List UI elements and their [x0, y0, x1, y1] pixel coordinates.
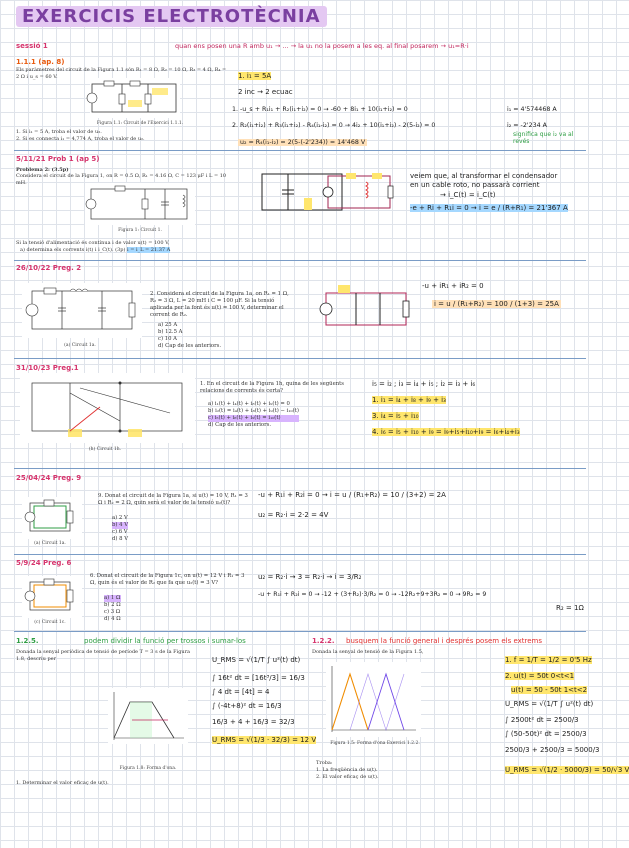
section-tag: 5/11/21 Prob 1 (ap 5) — [16, 155, 100, 163]
handwritten-line: → i_C(t) = i_C(t) — [440, 191, 496, 199]
section-tag: 31/10/23 Preg.1 — [16, 364, 79, 372]
circuit-figure — [22, 576, 82, 618]
handwritten-line: u(t) = 50 - 50t 1<t<2 — [511, 686, 588, 694]
handdrawn-circuit — [318, 283, 418, 335]
answer-box: i = i_L = 21.37 A — [127, 247, 171, 253]
handwritten-line: 4. i₆ = i₅ + i₁₀ + i₉ = i₉+i₅+i₁₀+i₉ = i₆+i₄+i₃ — [372, 428, 520, 436]
handwritten-line: 2500/3 + 2500/3 = 5000/3 — [505, 746, 600, 754]
handwritten-line: -u + R₁i + R₂i = 0 → -12 + (3+R₂)·3/R₂ = 0 → -12R₂+9+3R₂ = 0 → 9R₂ = 9 — [258, 591, 487, 598]
divider — [14, 260, 586, 261]
figure-caption: (h) Circuit 1h. — [88, 447, 122, 452]
question-1: 1. Si i₁ = 5 A, troba el valor de u₂. — [16, 129, 102, 135]
option-b[interactable]: b) 12.5 A — [158, 329, 183, 336]
divider — [14, 468, 586, 469]
option-a[interactable]: a) 25 A — [158, 322, 178, 328]
handwritten-note: quan ens posen una R amb u₁ → ... → la u₁ no la posem a les eq. al final posarem → u₁=R·i — [175, 42, 469, 50]
handwritten-line: ∫ 4 dt = [4t] = 4 — [212, 688, 270, 696]
handwritten-line: ∫ 2500t² dt = 2500/3 — [505, 716, 579, 724]
handwritten-result: R₂ = 1Ω — [556, 604, 584, 612]
handwritten-result: i = u / (R₁+R₂) = 100 / (1+3) = 25A — [434, 300, 559, 308]
option-c[interactable]: c) i₅(t) + i₆(t) + i₉(t) = i₁₀(t) — [208, 415, 299, 422]
figure-caption: (a) Circuit 1a. — [34, 541, 66, 546]
exercise-statement: Els paràmetres del circuit de la Figura 1.1 són R₁ = 8 Ω, R₂ = 10 Ω, R₃ = 4 Ω, R₄ = 2 Ω i u_s = 60 V. — [16, 67, 227, 80]
handwritten-line: ∫ 16t² dt = [16t³/3] = 16/3 — [212, 674, 305, 682]
figure-caption: (a) Circuit 1a. — [64, 343, 96, 348]
waveform-plot — [326, 662, 421, 737]
questions-title: Troba: — [316, 760, 333, 766]
question-statement: 9. Donat el circuit de la Figura 1a, si u(t) = 10 V, R₁ = 3 Ω i R₂ = 2 Ω, quin serà el valor de la tensió u₂(t)? — [98, 493, 248, 507]
divider — [14, 631, 586, 632]
section-tag: 25/04/24 Preg. 9 — [16, 474, 82, 482]
handwritten-line: veiem que, al transformar el condensador — [410, 172, 558, 180]
question-statement: 1. En el circuit de la Figura 1h, quina de les següents relacions de corrents és certa? — [200, 381, 344, 395]
handwritten-line: u₂ = R₄(i₁-i₂) = 2(5-(-2'234)) = 14'468 V — [240, 139, 366, 146]
handwritten-line: u₂ = R₂·i = 2·2 = 4V — [258, 511, 329, 519]
handwritten-line: -u + iR₁ + iR₂ = 0 — [422, 282, 484, 290]
handwritten-note: busquem la funció general i després posem els extrems — [346, 637, 543, 645]
question-1: 1. La freqüència de u(t). — [316, 767, 378, 773]
option-c[interactable]: c) 3 Ω — [104, 609, 121, 616]
handdrawn-circuit — [320, 170, 400, 216]
handwritten-line: 1. -u_s + R₁i₁ + R₂(i₁+i₂) = 0 → -60 + 8i₁ + 10(i₁+i₂) = 0 — [232, 106, 408, 113]
answer-options — [208, 401, 299, 430]
divider — [14, 358, 586, 359]
option-a[interactable]: a) 1 Ω — [104, 595, 121, 601]
option-c[interactable]: c) 6 V — [112, 529, 128, 536]
option-b[interactable]: b) i₂(t) = i₄(t) + i₈(t) + i₉(t) − i₁₀(t) — [208, 408, 299, 415]
exercise-tag: 1.2.2. — [312, 637, 335, 645]
option-d[interactable]: d) Cap de les anteriors. — [208, 422, 272, 429]
question-statement: 2. Considera el circuit de la Figura 1a, on R₁ = 1 Ω, R₂ = 3 Ω, L = 20 mH i C = 100 μF. Si la tensió aplicada per la font és u(t) = 100 V, determinar el corrent de R₂. — [150, 291, 289, 319]
handwritten-line: 2 inc → 2 ecuac — [238, 88, 293, 96]
option-b[interactable]: b) 4 V — [112, 522, 129, 529]
page-title: EXERCICIS ELECTROTÈCNIA — [16, 6, 327, 27]
handwritten-line: 2. R₂(i₁+i₂) + R₃(i₁+i₂) - R₄(i₁-i₂) = 0 → 4i₂ + 10(i₁+i₂) - 2(5-i₂) = 0 — [232, 122, 436, 129]
option-d[interactable]: d) Cap de les anteriors. — [158, 343, 222, 350]
circuit-figure — [20, 373, 195, 443]
handwritten-line: i₅ = i₂ ; i₃ = i₄ + i₅ ; i₂ = i₃ + i₆ — [372, 380, 476, 388]
handwritten-line: 1. f = 1/T = 1/2 = 0'5 Hz — [505, 656, 592, 664]
handwritten-note: podem dividir la funció per trossos i sumar-los — [84, 637, 246, 645]
divider — [14, 150, 586, 151]
handwritten-note: significa que i₂ va al revés — [513, 131, 574, 145]
waveform-plot — [108, 688, 188, 744]
figure-caption: Figura 1.1: Circuit de l'Exercici 1.1.1. — [96, 121, 184, 126]
figure-caption: (c) Circuit 1c. — [34, 620, 66, 625]
circuit-figure — [90, 78, 180, 118]
section-tag: sessió 1 — [16, 42, 48, 50]
figure-caption: Figura 1: Circuit 1. — [118, 228, 162, 233]
option-a[interactable]: a) i₁(t) + i₄(t) + i₈(t) + i₉(t) = 0 — [208, 401, 290, 407]
problem-title: Problema 2: (3.5p) — [16, 167, 69, 173]
handwritten-result: U_RMS = √(1/3 · 32/3) = 12 V — [212, 736, 317, 744]
handwritten-result: i₂ = -2'234 A — [507, 122, 547, 129]
answer-options — [104, 595, 121, 624]
problem-statement: Considera el circuit de la Figura 1, on R = 0.5 Ω, R₁ = 4.16 Ω, C = 123 μF i L = 10 mH. — [16, 173, 227, 186]
option-a[interactable]: a) 2 V — [112, 515, 128, 521]
handwritten-line: en un cable roto, no passarà corrient — [410, 181, 540, 189]
handwritten-line: 2. u(t) = 50t 0<t<1 — [505, 672, 575, 680]
circuit-figure — [22, 497, 82, 539]
section-tag: 5/9/24 Preg. 6 — [16, 559, 72, 567]
handwritten-result: -e + Ri + R₁i = 0 → i = e / (R+R₁) = 21'367 A — [410, 204, 568, 212]
handwritten-line: 1. i₁ = 5A — [238, 72, 272, 80]
problem-subquestion: a) determina els corrents i(t) i i_C(t). (3p) i = i_L = 21.37 A — [20, 247, 171, 253]
circuit-figure — [85, 183, 195, 225]
handwritten-line: -u + R₁i + R₂i = 0 → i = u / (R₁+R₂) = 10 / (3+2) = 2A — [258, 491, 446, 499]
problem-question: Si la tensió d'alimentació és contínua i de valor u(t) = 100 V, — [16, 240, 170, 246]
option-c[interactable]: c) 10 A — [158, 336, 177, 343]
exercise-tag: 1.2.5. — [16, 637, 39, 645]
divider — [14, 554, 586, 555]
option-d[interactable]: d) 8 V — [112, 536, 129, 543]
figure-caption: Figura 1.5: Forma d'ona Exercici 1.2.2. — [330, 741, 420, 746]
handwritten-line: 1. i₁ = i₄ + i₈ + i₉ + i₃ — [372, 396, 446, 404]
section-tag: 26/10/22 Preg. 2 — [16, 264, 82, 272]
exercise-statement: Donada la senyal de tensió de la Figura 1.5, — [312, 649, 424, 655]
handwritten-line: ∫ (-4t+8)² dt = 16/3 — [212, 702, 282, 710]
exercise-tag: 1.1.1 (ap. 8) — [16, 58, 65, 66]
answer-options — [158, 322, 221, 351]
option-b[interactable]: b) 2 Ω — [104, 602, 121, 609]
circuit-figure — [22, 283, 142, 338]
figure-caption: Figura 1.8: Forma d'ona. — [119, 766, 177, 771]
handwritten-result: U_RMS = √(1/2 · 5000/3) = 50/√3 V — [505, 766, 629, 774]
handwritten-line: 3. i₄ = i₅ + i₁₀ — [372, 412, 419, 420]
question-1: 1. Determinar el valor eficaç de u(t). — [16, 780, 109, 786]
handwritten-line: 16/3 + 4 + 16/3 = 32/3 — [212, 718, 295, 726]
option-d[interactable]: d) 4 Ω — [104, 616, 121, 623]
handwritten-line: ∫ (50-50t)² dt = 2500/3 — [505, 730, 587, 738]
question-2: 2. El valor eficaç de u(t). — [316, 774, 379, 780]
handwritten-result: i₁ = 4'574468 A — [507, 106, 557, 113]
handwritten-line: U_RMS = √(1/T ∫ u²(t) dt) — [212, 656, 301, 664]
exercise-statement: Donada la senyal periòdica de tensió de període T = 3 s de la Figura 1.8, descriu per — [16, 649, 190, 662]
question-2: 2. Si es connecta i₁ = 4,774 A, troba el valor de u₂. — [16, 136, 145, 142]
handwritten-line: U_RMS = √(1/T ∫ u²(t) dt) — [505, 700, 594, 708]
answer-options — [112, 515, 128, 544]
question-statement: 6. Donat el circuit de la Figura 1c, on u(t) = 12 V i R₁ = 3 Ω, quin és el valor de R₂ que fa que u₂(t) = 3 V? — [90, 573, 245, 587]
handwritten-line: u₂ = R₂·i → 3 = R₂·i → i = 3/R₂ — [258, 573, 362, 581]
